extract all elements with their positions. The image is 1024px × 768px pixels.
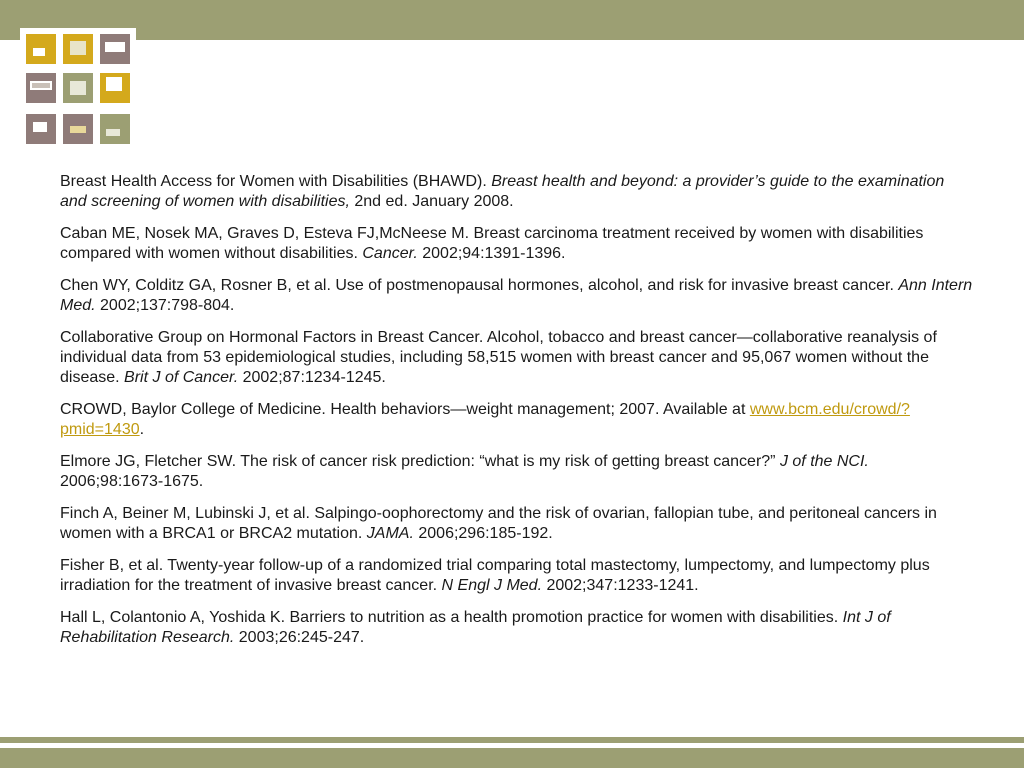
bottom-band-thin [0,737,1024,743]
reference-item: Caban ME, Nosek MA, Graves D, Esteva FJ,McNeese M. Breast carcinoma treatment received by women with disabilities compared with women without disabilities. Cancer. 2002;94:1391-1396. [60,225,924,262]
grid-of-colored-squares-logo [20,28,136,154]
logo-tile [100,114,130,144]
top-band [0,0,1024,40]
reference-item: Hall L, Colantonio A, Yoshida K. Barriers to nutrition as a health promotion practice for women with disabilities. Int J of Rehabilitation Research. 2003;26:245-247. [60,609,891,646]
reference-item: CROWD, Baylor College of Medicine. Health behaviors—weight management; 2007. Available at www.bcm.edu/crowd/?pmid=1430. [60,401,910,438]
reference-list [60,172,975,660]
logo-tile [100,34,130,64]
crowd-link[interactable]: www.bcm.edu/crowd/?pmid=1430 [60,401,910,438]
logo-tile [26,73,56,103]
logo-tile [26,114,56,144]
reference-item: Elmore JG, Fletcher SW. The risk of cancer risk prediction: “what is my risk of getting breast cancer?” J of the NCI. 2006;98:1673-1675. [60,453,869,490]
logo-tile [63,114,93,144]
bottom-band [0,748,1024,768]
reference-item: Fisher B, et al. Twenty-year follow-up of a randomized trial comparing total mastectomy, lumpectomy, and lumpectomy plus irradiation for the treatment of invasive breast cancer. N Engl J Med. 2002;347:1233-1241. [60,557,930,594]
reference-item: Finch A, Beiner M, Lubinski J, et al. Salpingo-oophorectomy and the risk of ovarian, fallopian tube, and peritoneal cancers in women with a BRCA1 or BRCA2 mutation. JAMA. 2006;296:185-192. [60,505,937,542]
reference-item: Chen WY, Colditz GA, Rosner B, et al. Use of postmenopausal hormones, alcohol, and risk for invasive breast cancer. Ann Intern Med. 2002;137:798-804. [60,277,973,314]
logo-tile [26,34,56,64]
reference-item: Breast Health Access for Women with Disabilities (BHAWD). Breast health and beyond: a provider’s guide to the examination and screening of women with disabilities, 2nd ed. January 2008. [60,173,945,210]
logo-tile [63,34,93,64]
logo-tile [100,73,130,103]
reference-item: Collaborative Group on Hormonal Factors in Breast Cancer. Alcohol, tobacco and breast cancer—collaborative reanalysis of individual data from 53 epidemiological studies, including 58,515 women with breast cancer and 95,067 women without the disease. Brit J of Cancer. 2002;87:1234-1245. [60,329,937,386]
logo-tile [63,73,93,103]
